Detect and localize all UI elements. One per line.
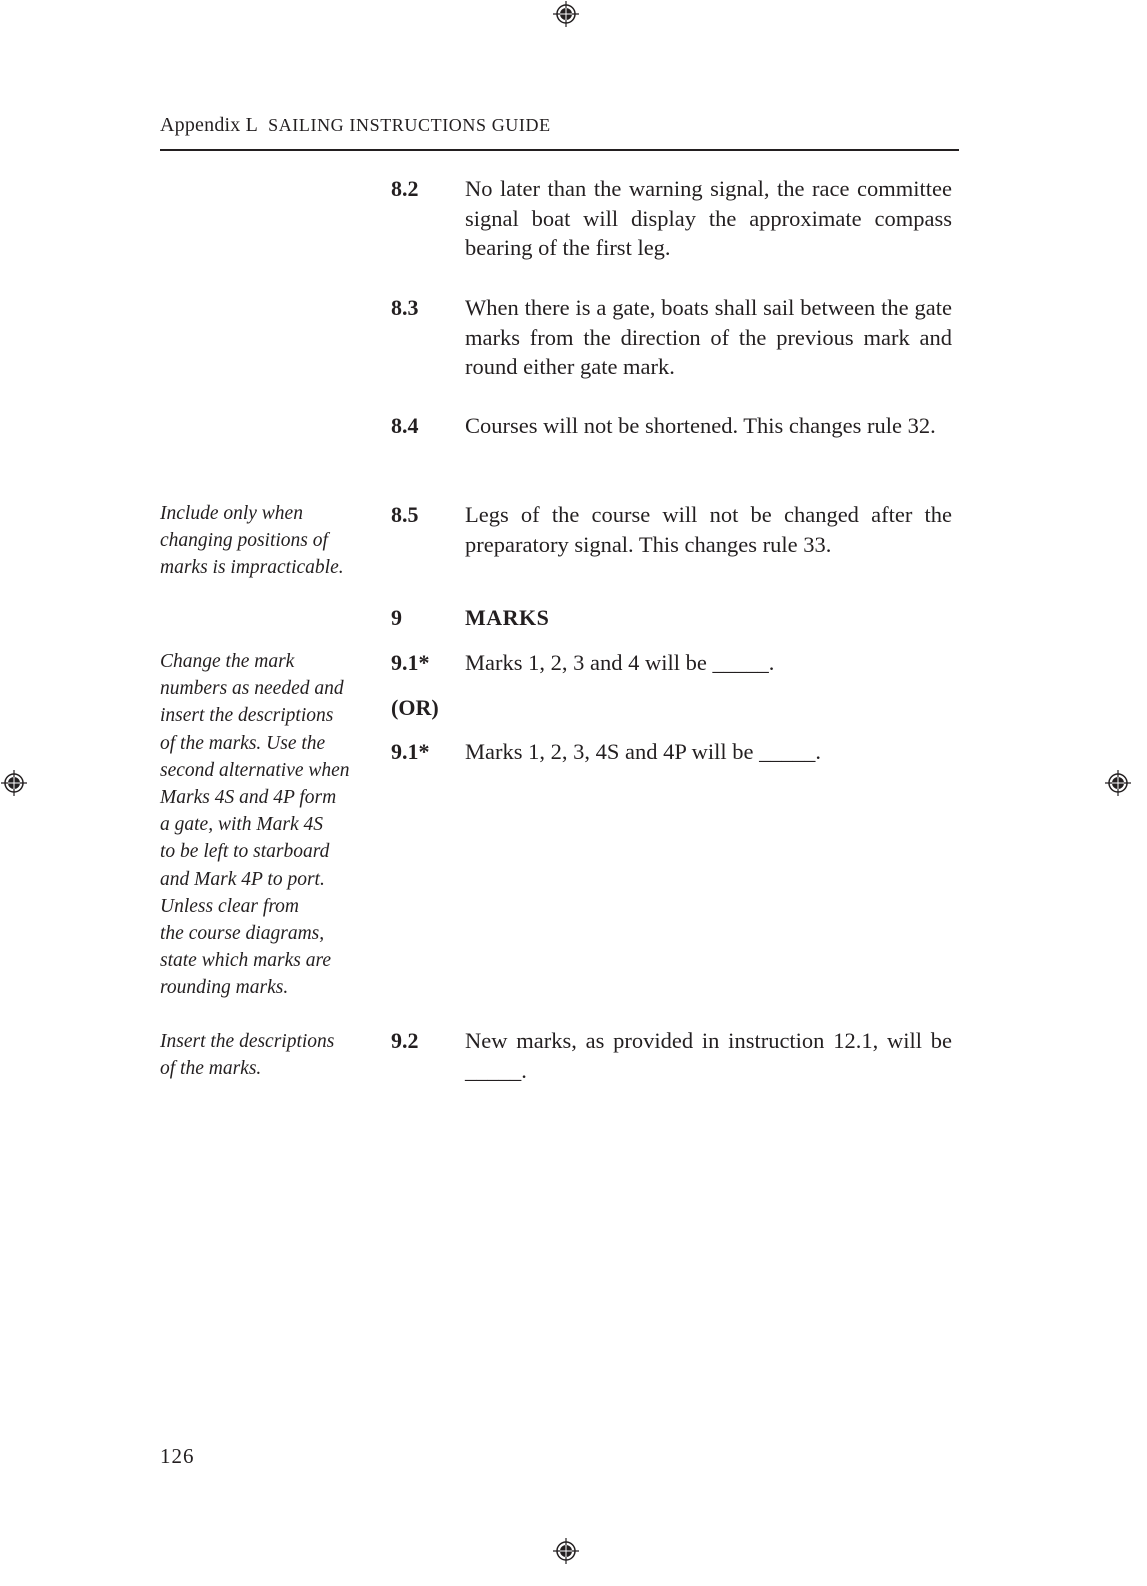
header-appendix: Appendix L [160, 114, 259, 136]
section-title: MARKS [465, 605, 550, 630]
item-text: No later than the warning signal, the race committee signal boat will display the approximate compass bearing of the first leg. [465, 176, 952, 261]
item-number: 8.4 [391, 413, 419, 438]
section-number: 9 [391, 605, 402, 630]
registration-mark-icon [0, 769, 28, 797]
item-number: 8.3 [391, 295, 419, 320]
margin-note: Insert the descriptions of the marks. [160, 1031, 335, 1080]
header-rule [160, 149, 959, 151]
item-text: Marks 1, 2, 3, 4S and 4P will be _____. [465, 739, 822, 764]
item-text: New marks, as provided in instruction 12.1, will be _____. [465, 1028, 952, 1083]
item-text: Marks 1, 2, 3 and 4 will be _____. [465, 650, 775, 675]
alternative-label: (OR) [391, 695, 439, 720]
margin-note: Include only when changing positions of marks is impracticable. [160, 503, 344, 579]
header-title: SAILING INSTRUCTIONS GUIDE [268, 115, 551, 135]
item-text: Courses will not be shortened. This changes rule 32. [465, 413, 936, 438]
item-number: 9.1* [391, 650, 430, 675]
item-number: 8.5 [391, 502, 419, 527]
registration-mark-icon [1104, 769, 1132, 797]
item-text: Legs of the course will not be changed after the preparatory signal. This changes rule 33. [465, 502, 952, 557]
item-number: 9.1* [391, 739, 430, 764]
item-number: 8.2 [391, 176, 419, 201]
item-number: 9.2 [391, 1028, 419, 1053]
registration-mark-icon [552, 1537, 580, 1565]
page-number: 126 [160, 1444, 195, 1468]
running-header [160, 114, 551, 137]
margin-note: Change the mark numbers as needed and insert the descriptions of the marks. Use the second alternative when Marks 4S and 4P form a gate, with Mark 4S to be left to starboard and Mark 4P to port. Unless clear from the course diagrams, state which marks are rounding marks. [160, 651, 350, 999]
item-text: When there is a gate, boats shall sail between the gate marks from the direction of the previous mark and round either gate mark. [465, 295, 952, 380]
registration-mark-icon [552, 0, 580, 28]
